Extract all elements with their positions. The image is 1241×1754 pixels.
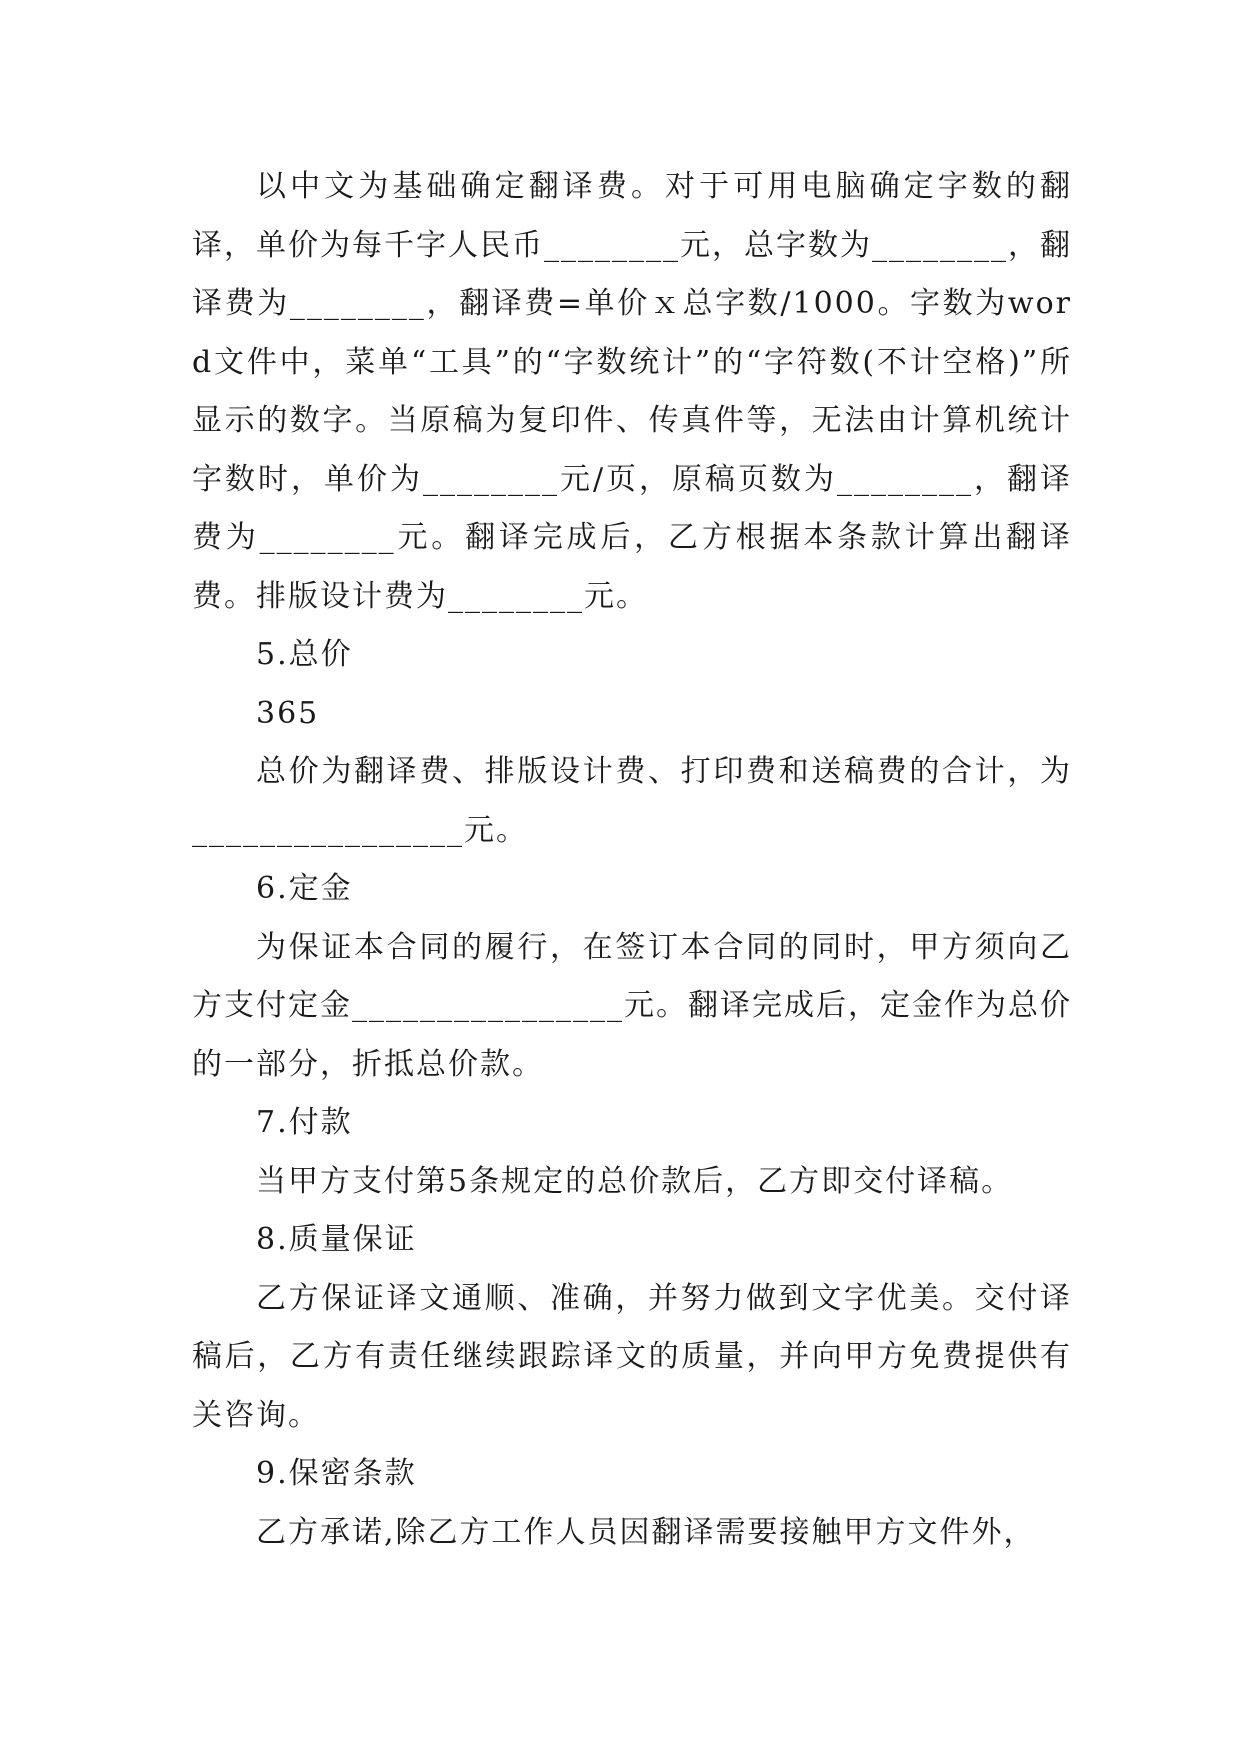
section-5-heading: 5.总价 bbox=[256, 637, 353, 672]
number-365: 365 bbox=[256, 695, 320, 731]
section-9-heading: 9.保密条款 bbox=[256, 1456, 417, 1491]
document-body bbox=[192, 158, 1072, 1562]
section-6-heading: 6.定金 bbox=[256, 871, 353, 906]
payment-paragraph: 当甲方支付第5条规定的总价款后，乙方即交付译稿。 bbox=[256, 1163, 1014, 1199]
quality-paragraph: 乙方保证译文通顺、准确，并努力做到文字优美。交付译稿后，乙方有责任继续跟踪译文的质量，并向甲方免费提供有关咨询。 bbox=[192, 1280, 1072, 1433]
fee-basis-paragraph: 以中文为基础确定翻译费。对于可用电脑确定字数的翻译，单价为每千字人民币________元，总字数为________，翻译费为________，翻译费=单价ｘ总字数/1000。字数为word文件中，菜单“工具”的“字数统计”的“字符数(不计空格)”所显示的数字。当原稿为复印件、传真件等，无法由计算机统计字数时，单价为________元/页，原稿页数为________，翻译费为________元。翻译完成后，乙方根据本条款计算出翻译费。排版设计费为________元。 bbox=[192, 169, 1072, 614]
section-7-heading: 7.付款 bbox=[256, 1105, 353, 1140]
deposit-paragraph: 为保证本合同的履行，在签订本合同的同时，甲方须向乙方支付定金________________元。翻译完成后，定金作为总价的一部分，折抵总价款。 bbox=[192, 929, 1072, 1082]
section-8-heading: 8.质量保证 bbox=[256, 1222, 417, 1257]
total-price-paragraph: 总价为翻译费、排版设计费、打印费和送稿费的合计，为________________元。 bbox=[192, 754, 1072, 848]
confidentiality-paragraph: 乙方承诺,除乙方工作人员因翻译需要接触甲方文件外， bbox=[256, 1514, 1036, 1550]
